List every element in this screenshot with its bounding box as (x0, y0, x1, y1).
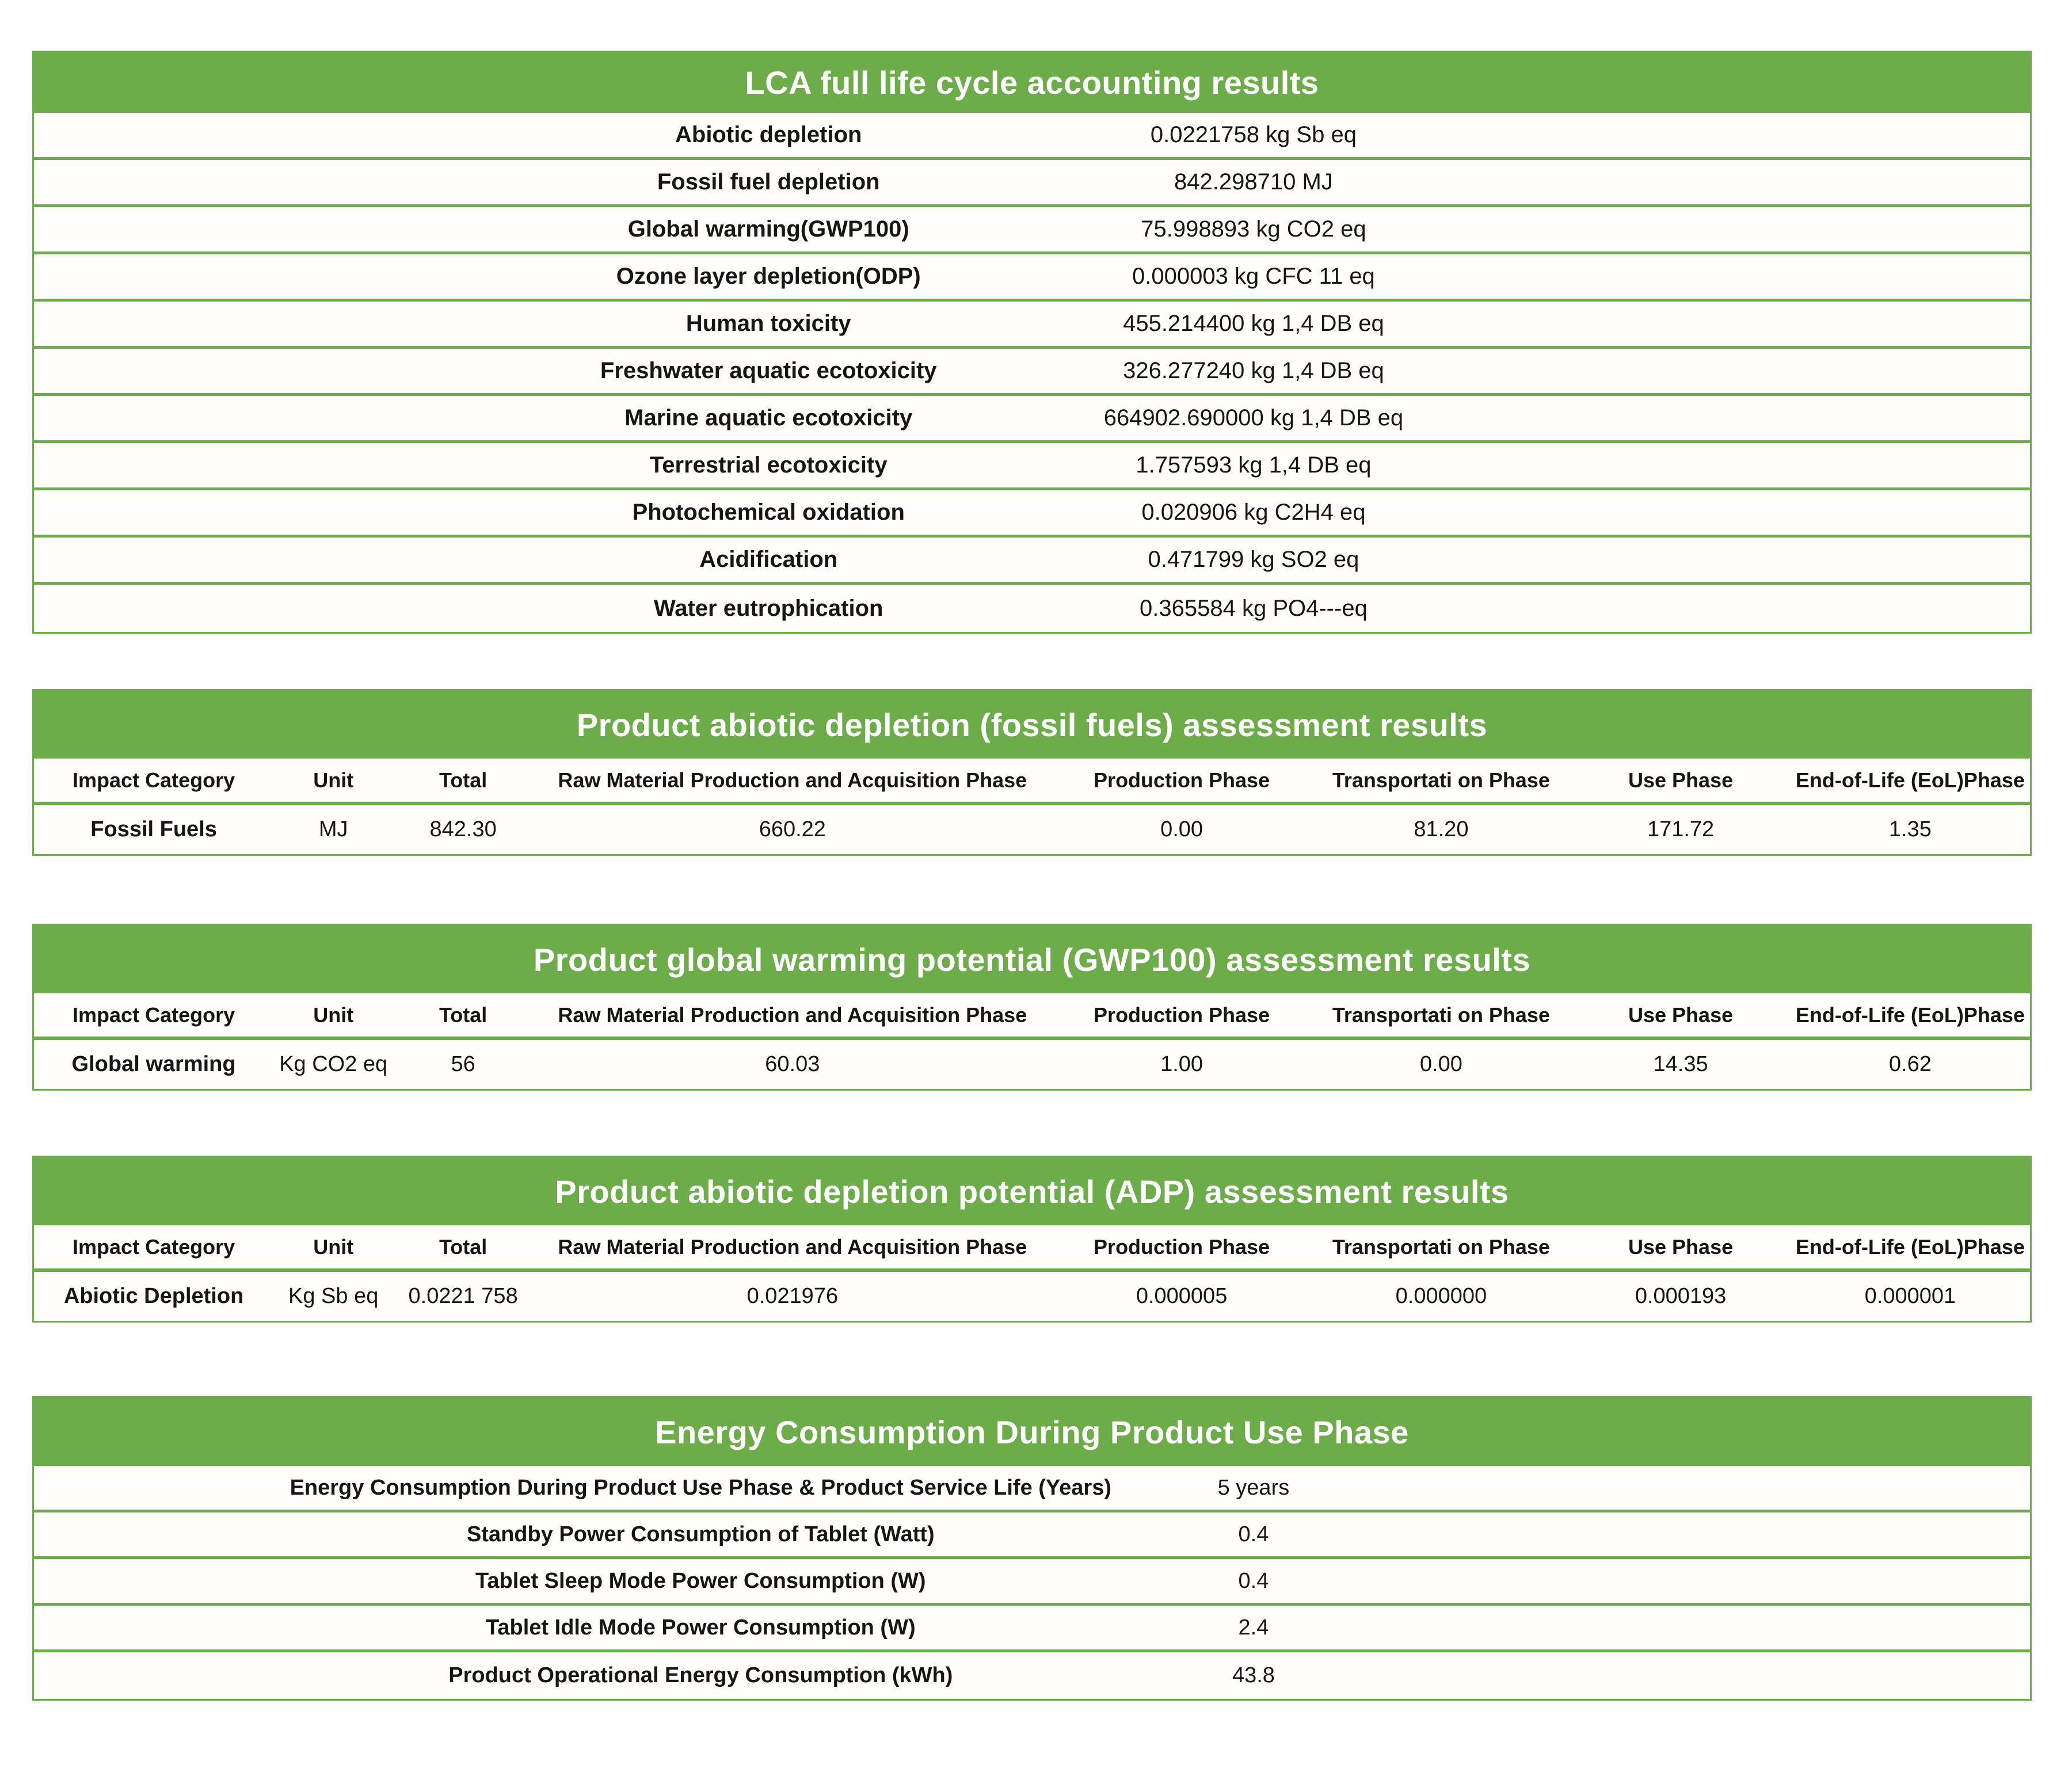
table-row (34, 490, 2030, 538)
table-row (34, 207, 2030, 254)
row-label: Global warming(GWP100) (627, 216, 909, 242)
column-header: Use Phase (1571, 1225, 1790, 1270)
table-row (34, 538, 2030, 585)
cell-transportation-phase: 0.00 (1419, 1052, 1462, 1076)
cell-use-phase: 14.35 (1653, 1052, 1708, 1076)
row-label: Human toxicity (685, 311, 851, 336)
column-header: Unit (273, 1225, 393, 1270)
row-label: Terrestrial ecotoxicity (649, 452, 888, 478)
column-header: Unit (273, 759, 393, 803)
table-row (34, 1466, 2030, 1512)
row-value: 455.214400 kg 1,4 DB eq (1123, 311, 1384, 336)
fossil-fuels-assessment-table (32, 689, 2032, 856)
column-header: End-of-Life (EoL)Phase (1791, 759, 2030, 803)
column-header: Raw Material Production and Acquisition Phase (533, 1225, 1052, 1270)
column-header: End-of-Life (EoL)Phase (1791, 1225, 2030, 1270)
row-value: 0.020906 kg C2H4 eq (1141, 500, 1366, 525)
column-header: Production Phase (1052, 759, 1312, 803)
table-row (34, 443, 2030, 490)
cell-production-phase: 0.00 (1160, 817, 1203, 841)
column-header: Production Phase (1052, 993, 1312, 1038)
table-row (34, 1652, 2030, 1699)
table-row (34, 803, 2030, 854)
table-row (34, 113, 2030, 160)
cell-eol-phase: 0.000001 (1864, 1284, 1956, 1308)
table-row (34, 1038, 2030, 1089)
cell-impact-category: Abiotic Depletion (63, 1284, 244, 1308)
cell-total: 0.0221 758 (408, 1284, 518, 1308)
cell-raw-material-phase: 660.22 (759, 817, 826, 841)
column-header: Transportati on Phase (1312, 1225, 1571, 1270)
cell-production-phase: 1.00 (1160, 1052, 1203, 1076)
energy-consumption-table (32, 1396, 2032, 1701)
row-value: 5 years (1217, 1475, 1290, 1500)
row-value: 0.000003 kg CFC 11 eq (1132, 264, 1375, 289)
adp-assessment-table (32, 1156, 2032, 1323)
column-header: Use Phase (1571, 993, 1790, 1038)
table-row (34, 1559, 2030, 1606)
row-value: 2.4 (1238, 1615, 1269, 1640)
row-value: 842.298710 MJ (1174, 169, 1333, 195)
table-row (34, 302, 2030, 349)
row-label: Abiotic depletion (675, 122, 862, 147)
gwp-table-title: Product global warming potential (GWP100) assessment results (34, 925, 2030, 993)
row-label: Water eutrophication (653, 595, 883, 621)
cell-unit: MJ (318, 817, 348, 841)
row-value: 0.471799 kg SO2 eq (1148, 547, 1359, 572)
row-label: Photochemical oxidation (632, 500, 905, 525)
column-header: Total (393, 1225, 533, 1270)
row-label: Freshwater aquatic ecotoxicity (600, 358, 937, 383)
table-row (34, 1270, 2030, 1321)
column-header: Impact Category (34, 993, 273, 1038)
cell-raw-material-phase: 60.03 (765, 1052, 820, 1076)
row-value: 0.365584 kg PO4---eq (1140, 595, 1368, 621)
table-row (34, 349, 2030, 396)
row-label: Tablet Sleep Mode Power Consumption (W) (475, 1568, 926, 1593)
lca-table-title: LCA full life cycle accounting results (34, 52, 2030, 113)
table-row (34, 1606, 2030, 1652)
cell-unit: Kg CO2 eq (279, 1052, 388, 1076)
cell-production-phase: 0.000005 (1136, 1284, 1228, 1308)
column-header: Unit (273, 993, 393, 1038)
column-header: Total (393, 993, 533, 1038)
table-row (34, 396, 2030, 443)
column-header: Total (393, 759, 533, 803)
row-value: 664902.690000 kg 1,4 DB eq (1103, 405, 1404, 430)
cell-total: 56 (451, 1052, 475, 1076)
table-row (34, 1512, 2030, 1559)
row-label: Product Operational Energy Consumption (kWh) (448, 1663, 953, 1687)
cell-eol-phase: 0.62 (1888, 1052, 1932, 1076)
energy-table-title: Energy Consumption During Product Use Phase (34, 1398, 2030, 1466)
row-value: 326.277240 kg 1,4 DB eq (1123, 358, 1384, 383)
row-label: Tablet Idle Mode Power Consumption (W) (486, 1615, 916, 1640)
row-value: 75.998893 kg CO2 eq (1141, 216, 1366, 242)
header-row (34, 759, 2030, 803)
table-row (34, 160, 2030, 207)
cell-use-phase: 0.000193 (1635, 1284, 1727, 1308)
row-value: 43.8 (1232, 1663, 1275, 1687)
row-label: Energy Consumption During Product Use Phase & Product Service Life (Years) (290, 1475, 1112, 1500)
column-header: Transportati on Phase (1312, 993, 1571, 1038)
column-header: Impact Category (34, 1225, 273, 1270)
cell-transportation-phase: 0.000000 (1395, 1284, 1487, 1308)
lca-results-table (32, 51, 2032, 634)
column-header: End-of-Life (EoL)Phase (1791, 993, 2030, 1038)
cell-eol-phase: 1.35 (1888, 817, 1932, 841)
row-label: Marine aquatic ecotoxicity (624, 405, 913, 430)
cell-transportation-phase: 81.20 (1414, 817, 1469, 841)
cell-impact-category: Fossil Fuels (90, 817, 217, 841)
row-label: Standby Power Consumption of Tablet (Watt) (466, 1522, 935, 1546)
table-row (34, 585, 2030, 632)
row-label: Ozone layer depletion(ODP) (616, 264, 921, 289)
table-row (34, 254, 2030, 302)
column-header: Raw Material Production and Acquisition Phase (533, 759, 1052, 803)
fossil-table-title: Product abiotic depletion (fossil fuels) assessment results (34, 691, 2030, 759)
row-value: 1.757593 kg 1,4 DB eq (1136, 452, 1372, 478)
cell-unit: Kg Sb eq (288, 1284, 379, 1308)
cell-raw-material-phase: 0.021976 (746, 1284, 839, 1308)
column-header: Raw Material Production and Acquisition Phase (533, 993, 1052, 1038)
adp-table-title: Product abiotic depletion potential (ADP) assessment results (34, 1157, 2030, 1225)
row-label: Acidification (699, 547, 838, 572)
cell-total: 842.30 (429, 817, 497, 841)
header-row (34, 993, 2030, 1038)
cell-impact-category: Global warming (71, 1052, 236, 1076)
column-header: Transportati on Phase (1312, 759, 1571, 803)
column-header: Impact Category (34, 759, 273, 803)
column-header: Production Phase (1052, 1225, 1312, 1270)
row-value: 0.4 (1238, 1522, 1269, 1546)
row-value: 0.4 (1238, 1568, 1269, 1593)
column-header: Use Phase (1571, 759, 1790, 803)
row-label: Fossil fuel depletion (657, 169, 880, 195)
gwp-assessment-table (32, 924, 2032, 1091)
row-value: 0.0221758 kg Sb eq (1150, 122, 1357, 147)
header-row (34, 1225, 2030, 1270)
cell-use-phase: 171.72 (1647, 817, 1715, 841)
